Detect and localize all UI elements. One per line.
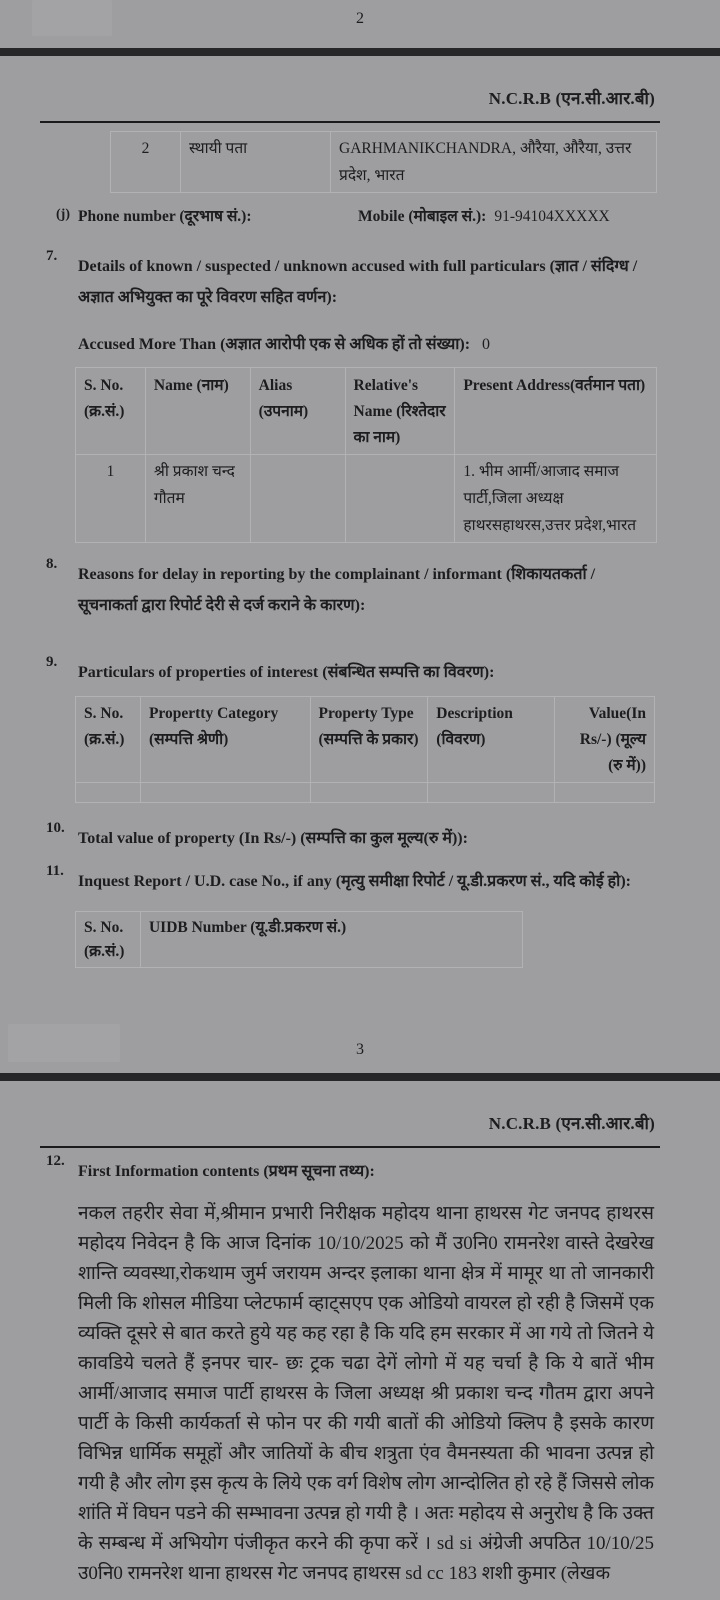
section-number: 7.: [46, 248, 58, 264]
section-11: [46, 863, 656, 897]
accused-sno-cell: 1: [76, 455, 146, 543]
page-number: 3: [356, 1041, 364, 1058]
address-label-cell: स्थायी पता: [181, 132, 331, 193]
ncrb-header: N.C.R.B (एन.सी.आर.बी): [488, 1114, 655, 1133]
accused-more-than-label: Accused More Than (अज्ञात आरोपी एक से अधिक हों तो संख्या):: [78, 336, 471, 353]
page-number: 2: [356, 10, 364, 27]
section-9: [46, 654, 656, 688]
col-header-uidb-number: UIDB Number (यू.डी.प्रकरण सं.): [140, 912, 522, 968]
first-information-contents: नकल तहरीर सेवा में,श्रीमान प्रभारी निरीक्षक महोदय थाना हाथरस गेट जनपद हाथरस महोदय निवेदन है कि आज दिनांक 10/10/2025 को मैं उ0नि0 रामनरेश वास्ते देखरेख शान्ति व्यवस्था,रोकथाम जुर्म जरायम अन्दर इलाका थाना क्षेत्र में मामूर था तो जानकारी मिली कि शोसल मीडिया प्लेटफार्म व्हाट्सएप एक ओडियो वायरल हो रही है जिसमें एक व्यक्ति दूसरे से बात करते हुये यह कह रहा है कि यदि हम सरकार में आ गये तो जितने ये कावडिये चलते हैं इनपर चार- छः ट्रक चढा देगें लोगो में यह चर्चा है कि ये बातें भीम आर्मी/आजाद समाज पार्टी हाथरस के जिला अध्यक्ष श्री प्रकाश चन्द गौतम द्वारा अपने पार्टी के किसी कार्यकर्ता से फोन पर की गयी बातों की ओडियो क्लिप है इसके कारण विभिन्न धार्मिक समूहों और जातियों के बीच शत्रुता एंव वैमनस्यता की भावना उत्पन्न हो गयी है और लोग इस कृत्य के लिये एक वर्ग विशेष लोग आन्दोलित हो रहे हैं जिससे लोक शांति में विघन पडने की सम्भावना उत्पन्न हो गयी है । अतः महोदय से अनुरोध है कि उक्त के सम्बन्ध में अभियोग पंजीकृत करने की कृपा करें । sd si अंग्रेजी अपठित 10/10/25 उ0नि0 रामनरेश थाना हाथरस गेट जनपद हाथरस sd cc 183 शशी कुमार (लेखक: [78, 1203, 654, 1584]
accused-details-table: [75, 367, 657, 543]
section-title: Total value of property (In Rs/-) (सम्पत्ति का कुल मूल्य(रु में)):: [78, 830, 468, 847]
property-description-cell: [428, 783, 555, 803]
section-title: Details of known / suspected / unknown accused with full particulars (ज्ञात / संदिग्ध / अज्ञात अभियुक्त का पूरे विवरण सहित वर्णन):: [78, 258, 638, 306]
address-sno-cell: 2: [111, 132, 181, 193]
header-rule: [40, 121, 660, 123]
page2-footer-band: [0, 0, 720, 48]
col-header-relative: Relative's Name (रिश्तेदार का नाम): [345, 368, 455, 455]
page-separator: [0, 1073, 720, 1081]
properties-table: [75, 696, 655, 803]
section-number: 9.: [46, 654, 58, 670]
accused-relative-cell: [345, 455, 455, 543]
table-header-row: [76, 697, 655, 783]
section-10: [46, 820, 656, 854]
table-row: [111, 132, 657, 193]
section-8: [46, 556, 656, 621]
ncrb-header: N.C.R.B (एन.सी.आर.बी): [488, 89, 655, 108]
section-title: Inquest Report / U.D. case No., if any (मृत्यु समीक्षा रिपोर्ट / यू.डी.प्रकरण सं., यदि कोई हो):: [78, 873, 631, 890]
section-number: 12.: [46, 1153, 65, 1169]
col-header-property-type: Property Type (सम्पत्ति के प्रकार): [310, 697, 428, 783]
table-row: [76, 783, 655, 803]
accused-more-than-row: [78, 333, 654, 357]
col-header-alias: Alias (उपनाम): [250, 368, 345, 455]
col-header-sno: S. No. (क्र.सं.): [76, 368, 146, 455]
accused-more-than-value: 0: [482, 336, 491, 353]
property-type-cell: [310, 783, 428, 803]
col-header-description: Description (विवरण): [428, 697, 555, 783]
col-header-sno: S. No. (क्र.सं.): [76, 912, 141, 968]
section-number: 10.: [46, 820, 65, 836]
item-index-j: (j): [56, 207, 70, 222]
table-header-row: [76, 368, 657, 455]
property-category-cell: [140, 783, 310, 803]
section-number: 11.: [46, 863, 64, 879]
page-separator: [0, 48, 720, 56]
page-3: [0, 56, 720, 1073]
accused-name-cell: श्री प्रकाश चन्द गौतम: [145, 455, 250, 543]
section-title: Particulars of properties of interest (संबन्धित सम्पत्ति का विवरण):: [78, 664, 495, 681]
section-7: [46, 248, 656, 313]
section-title: Reasons for delay in reporting by the complainant / informant (शिकायतकर्ता / सूचनाकर्ता द्वारा रिपोर्ट देरी से दर्ज कराने के कारण):: [78, 566, 596, 614]
uidb-table: [75, 911, 523, 968]
phone-label: Phone number (दूरभाष सं.):: [78, 208, 252, 225]
section-number: 8.: [46, 556, 58, 572]
section-title: First Information contents (प्रथम सूचना तथ्य):: [78, 1163, 375, 1180]
col-header-value: Value(In Rs/-) (मूल्य (रु में)): [555, 697, 655, 783]
header-rule: [40, 1146, 660, 1148]
section-12: [46, 1153, 656, 1187]
property-sno-cell: [76, 783, 141, 803]
col-header-present-address: Present Address(वर्तमान पता): [455, 368, 657, 455]
phone-number-row: [56, 205, 654, 229]
col-header-sno: S. No. (क्र.सं.): [76, 697, 141, 783]
mobile-label: Mobile (मोबाइल सं.):: [358, 208, 487, 225]
page-4: [0, 1081, 720, 1600]
permanent-address-table: [110, 131, 657, 193]
property-value-cell: [555, 783, 655, 803]
accused-address-cell: 1. भीम आर्मी/आजाद समाज पार्टी,जिला अध्यक्ष हाथरसहाथरस,उत्तर प्रदेश,भारत: [455, 455, 657, 543]
mobile-value: 91-94104XXXXX: [494, 208, 610, 225]
col-header-property-category: Propertty Category (सम्पत्ति श्रेणी): [140, 697, 310, 783]
accused-alias-cell: [250, 455, 345, 543]
table-row: [76, 455, 657, 543]
col-header-name: Name (नाम): [145, 368, 250, 455]
address-value-cell: GARHMANIKCHANDRA, औरैया, औरैया, उत्तर प्रदेश, भारत: [331, 132, 657, 193]
table-header-row: [76, 912, 523, 968]
